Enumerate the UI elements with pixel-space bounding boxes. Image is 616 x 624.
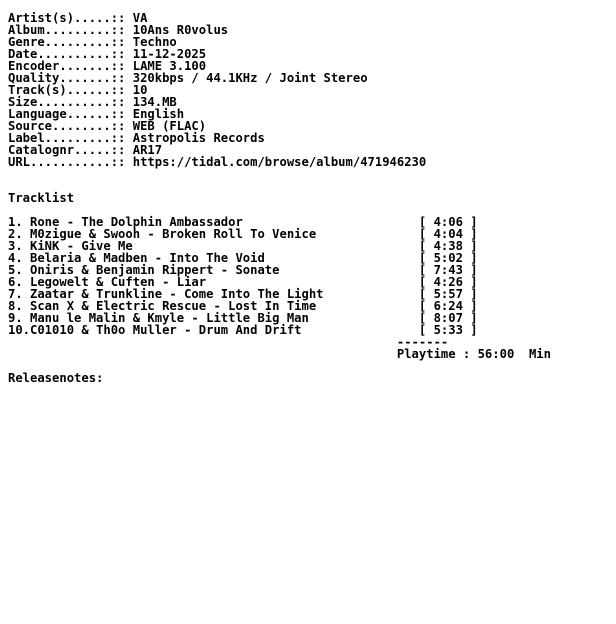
tracks-count-line: Track(s)......:: 10 — [8, 83, 148, 97]
track-row: 1. Rone - The Dolphin Ambassador [ 4:06 ] — [8, 215, 478, 229]
nfo-text-document — [8, 12, 608, 384]
genre-line: Genre.........:: Techno — [8, 35, 177, 49]
spacer — [8, 168, 608, 192]
artist-line: Artist(s).....:: VA — [8, 11, 148, 25]
track-row: 3. KiNK - Give Me [ 4:38 ] — [8, 239, 478, 253]
url-line: URL...........:: https://tidal.com/browse/album/471946230 — [8, 155, 427, 169]
track-row: 9. Manu le Malin & Kmyle - Little Big Man [ 8:07 ] — [8, 311, 478, 325]
playtime-total: Playtime : 56:00 Min — [8, 347, 551, 361]
track-row: 7. Zaatar & Trunkline - Come Into The Light [ 5:57 ] — [8, 287, 478, 301]
track-row: 6. Legowelt & Cuften - Liar [ 4:26 ] — [8, 275, 478, 289]
playtime-separator: ------- — [8, 335, 449, 349]
track-row: 4. Belaria & Madben - Into The Void [ 5:02 ] — [8, 251, 478, 265]
size-line: Size..........:: 134.MB — [8, 95, 177, 109]
quality-line: Quality.......:: 320kbps / 44.1KHz / Joint Stereo — [8, 71, 368, 85]
date-line: Date..........:: 11-12-2025 — [8, 47, 207, 61]
album-line: Album.........:: 10Ans R0volus — [8, 23, 229, 37]
label-line: Label.........:: Astropolis Records — [8, 131, 265, 145]
track-row: 8. Scan X & Electric Rescue - Lost In Time [ 6:24 ] — [8, 299, 478, 313]
encoder-line: Encoder.......:: LAME 3.100 — [8, 59, 207, 73]
language-line: Language......:: English — [8, 107, 185, 121]
tracklist — [8, 216, 608, 336]
track-row: 2. M0zigue & Swooh - Broken Roll To Venice [ 4:04 ] — [8, 227, 478, 241]
track-row: 10.C01010 & Th0o Muller - Drum And Drift [ 5:33 ] — [8, 323, 478, 337]
releasenotes-heading: Releasenotes: — [8, 371, 104, 385]
track-row: 5. Oniris & Benjamin Rippert - Sonate [ 7:43 ] — [8, 263, 478, 277]
source-line: Source........:: WEB (FLAC) — [8, 119, 207, 133]
tracklist-heading: Tracklist — [8, 191, 75, 205]
catalognr-line: Catalognr.....:: AR17 — [8, 143, 163, 157]
